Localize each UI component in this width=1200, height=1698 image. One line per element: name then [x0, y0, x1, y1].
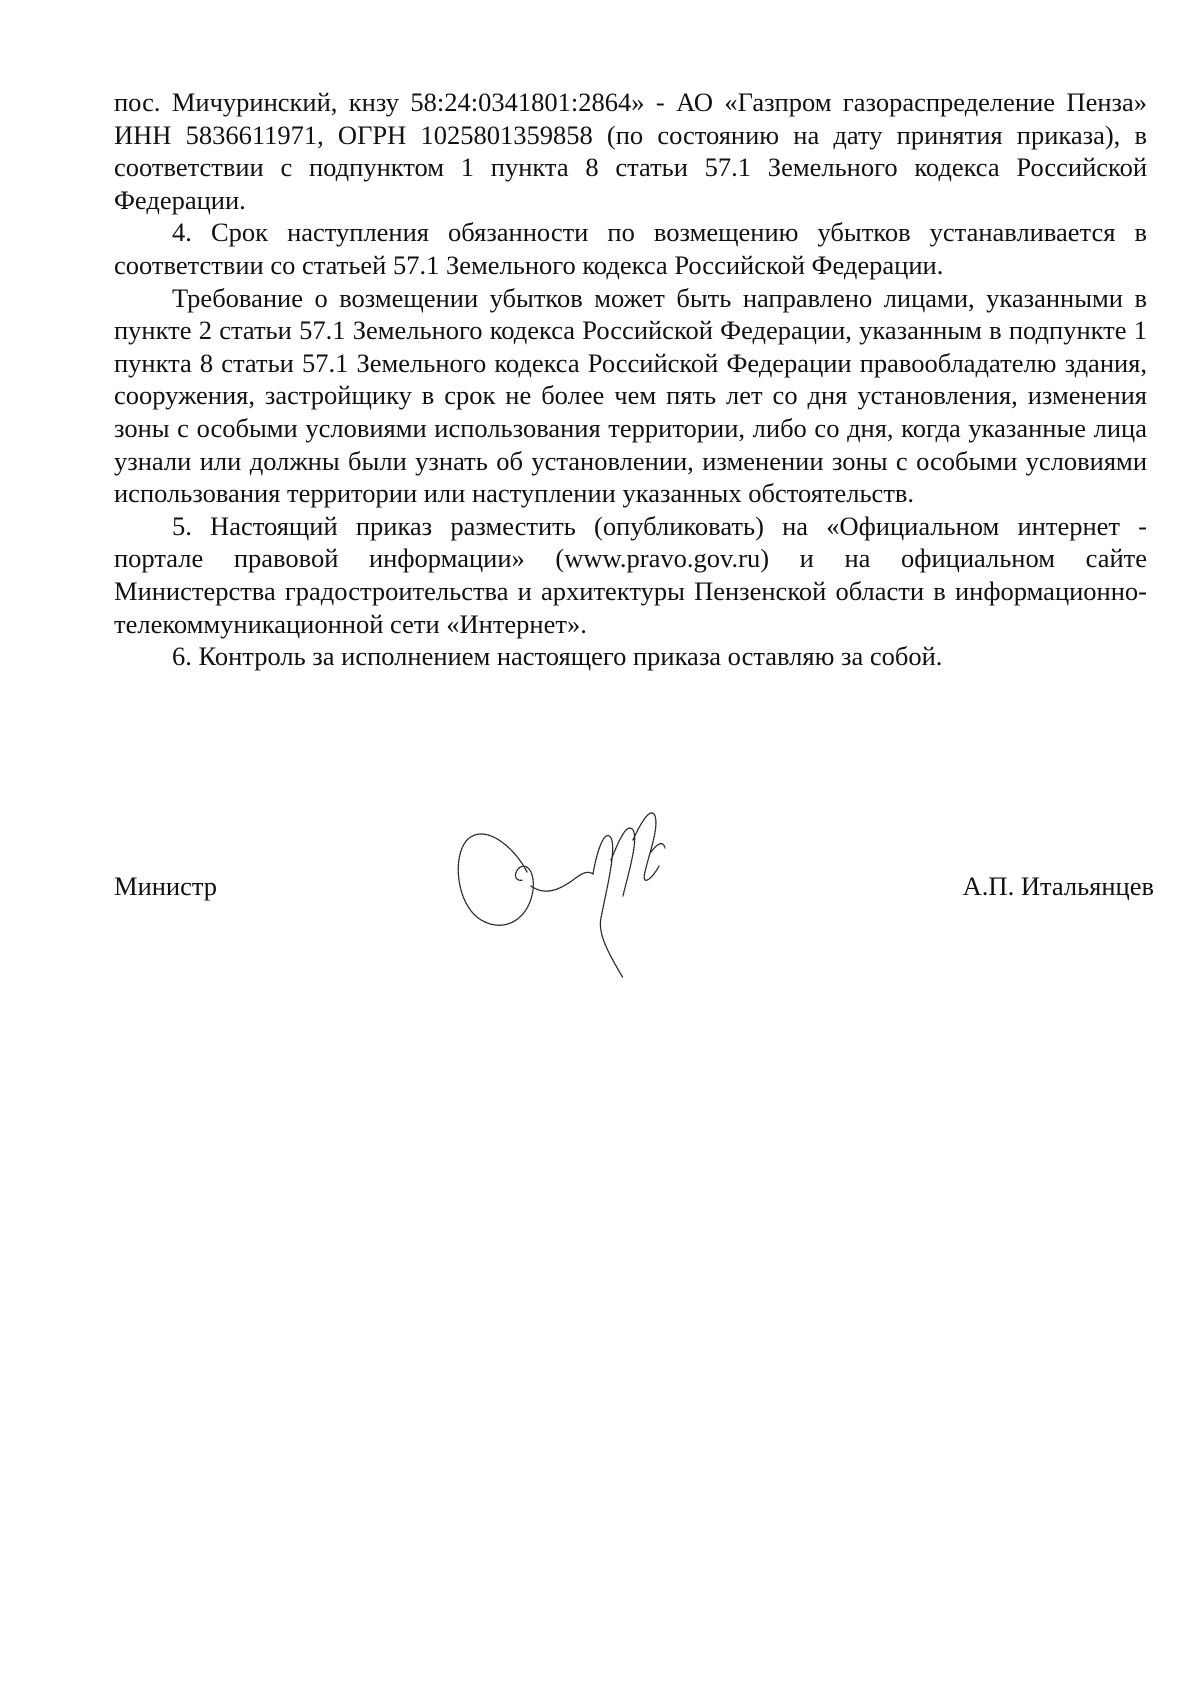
signature-loop-stroke	[458, 834, 533, 925]
signature-connector-stroke	[531, 872, 593, 891]
paragraph-item-6: 6. Контроль за исполнением настоящего приказа оставляю за собой.	[172, 641, 943, 672]
signer-position: Министр	[114, 871, 218, 901]
paragraph-item-5: 5. Настоящий приказ разместить (опубликовать) на «Официальном интернет - портале правовой информации» (www.pravo.gov.ru) и на официальном сайте Министерства градостроительства и архитектуры Пензенской области в информационно-телекоммуникационной сети «Интернет».	[114, 510, 1147, 639]
paragraph-compensation-claim: Требование о возмещении убытков может быть направлено лицами, указанными в пункте 2 статьи 57.1 Земельного кодекса Российской Федерации, указанным в подпункте 1 пункта 8 статьи 57.1 Земельного кодекса Российской Федерации правообладателю здания, сооружения, застройщику в срок не более чем пять лет со дня установления, изменения зоны с особыми условиями использования территории, либо со дня, когда указанные лица узнали или должны были узнать об установлении, изменении зоны с особыми условиями использования территории или наступлении указанных обстоятельств.	[114, 282, 1147, 509]
paragraph-item-4: 4. Срок наступления обязанности по возмещению убытков устанавливается в соответствии со статьей 57.1 Земельного кодекса Российской Федерации.	[114, 217, 1147, 280]
handwritten-signature	[455, 800, 735, 990]
signer-name: А.П. Итальянцев	[962, 871, 1154, 901]
paragraph-continuation: пос. Мичуринский, кнзу 58:24:0341801:2864» - АО «Газпром газораспределение Пенза» ИНН 5836611971, ОГРН 1025801359858 (по состоянию на дату принятия приказа), в соответствии с подпунктом 1 пункта 8 статьи 57.1 Земельного кодекса Российской Федерации.	[114, 87, 1147, 215]
signature-stroke-a	[593, 836, 623, 978]
signature-stroke-d	[651, 844, 665, 852]
document-body	[114, 86, 1147, 673]
signature-stroke-b	[611, 828, 635, 896]
